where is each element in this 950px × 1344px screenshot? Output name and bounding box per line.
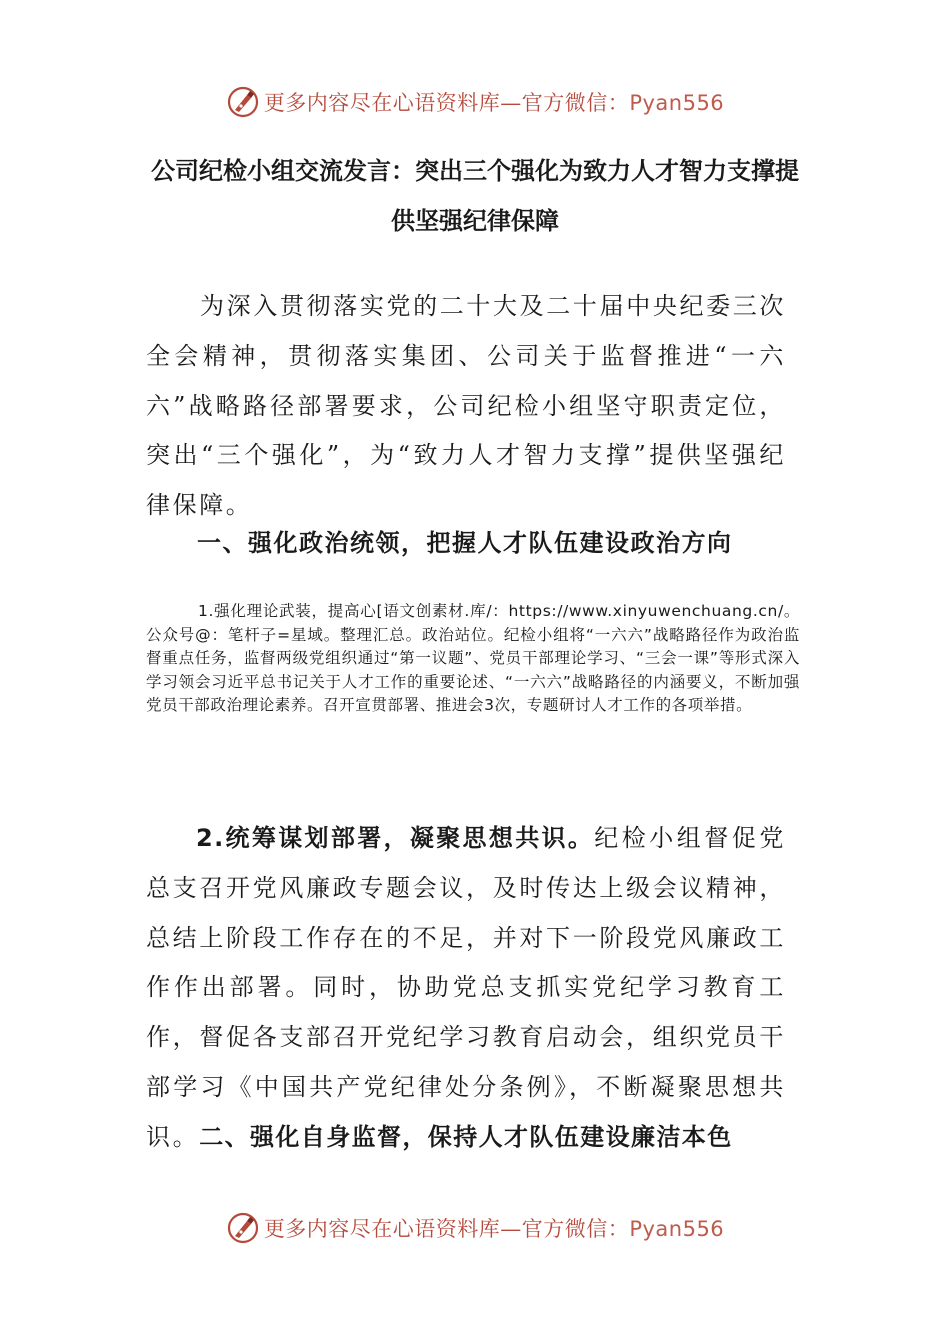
item-1-paragraph: 1.强化理论武装，提高心[语文创素材.库/：https://www.xinyuwenchuang.cn/。公众号@：笔杆子=星域。整理汇总。政治站位。纪检小组将“一六六”战略路径作为政治监督重点任务，监督两级党组织通过“第一议题”、党员干部理论学习、“三会一课”等形式深入学习领会习近平总书记关于人才工作的重要论述、“一六六”战略路径的内涵要义，不断加强党员干部政治理论素养。召开宣贯部署、推进会3次，专题研讨人才工作的各项举措。 [146,602,800,714]
section-1-heading: 一、强化政治统领，把握人才队伍建设政治方向 [197,529,733,557]
banner-text: 更多内容尽在心语资料库—官方微信：Pyan556 [263,1217,725,1241]
wechat-account: Pyan556 [629,91,725,115]
item-2-lead: 2.统筹谋划部署，凝聚思想共识。 [196,824,595,852]
section-2-heading: 二、强化自身监督，保持人才队伍建设廉洁本色 [199,1122,733,1151]
wechat-account: Pyan556 [629,1217,725,1241]
item-2-paragraph [146,814,786,1163]
item-2-body: 纪检小组督促党总支召开党风廉政专题会议，及时传达上级会议精神，总结上阶段工作存在的不足，并对下一阶段党风廉政工作作出部署。同时，协助党总支抓实党纪学习教育工作，督促各支部召开党纪学习教育启动会，组织党员干部学习《中国共产党纪律处分条例》，不断凝聚思想共识。 [146,824,786,1151]
banner-text: 更多内容尽在心语资料库—官方微信：Pyan556 [263,91,725,115]
footer-banner [0,1208,950,1248]
pen-nib-circle-icon [226,85,260,119]
intro-paragraph: 为深入贯彻落实党的二十大及二十届中央纪委三次全会精神，贯彻落实集团、公司关于监督推进“一六六”战略路径部署要求，公司纪检小组坚守职责定位，突出“三个强化”，为“致力人才智力支撑”提供坚强纪律保障。 [146,292,786,520]
page-title: 公司纪检小组交流发言：突出三个强化为致力人才智力支撑提供坚强纪律保障 [151,157,799,235]
header-banner [0,82,950,122]
pen-nib-circle-icon [226,1211,260,1245]
